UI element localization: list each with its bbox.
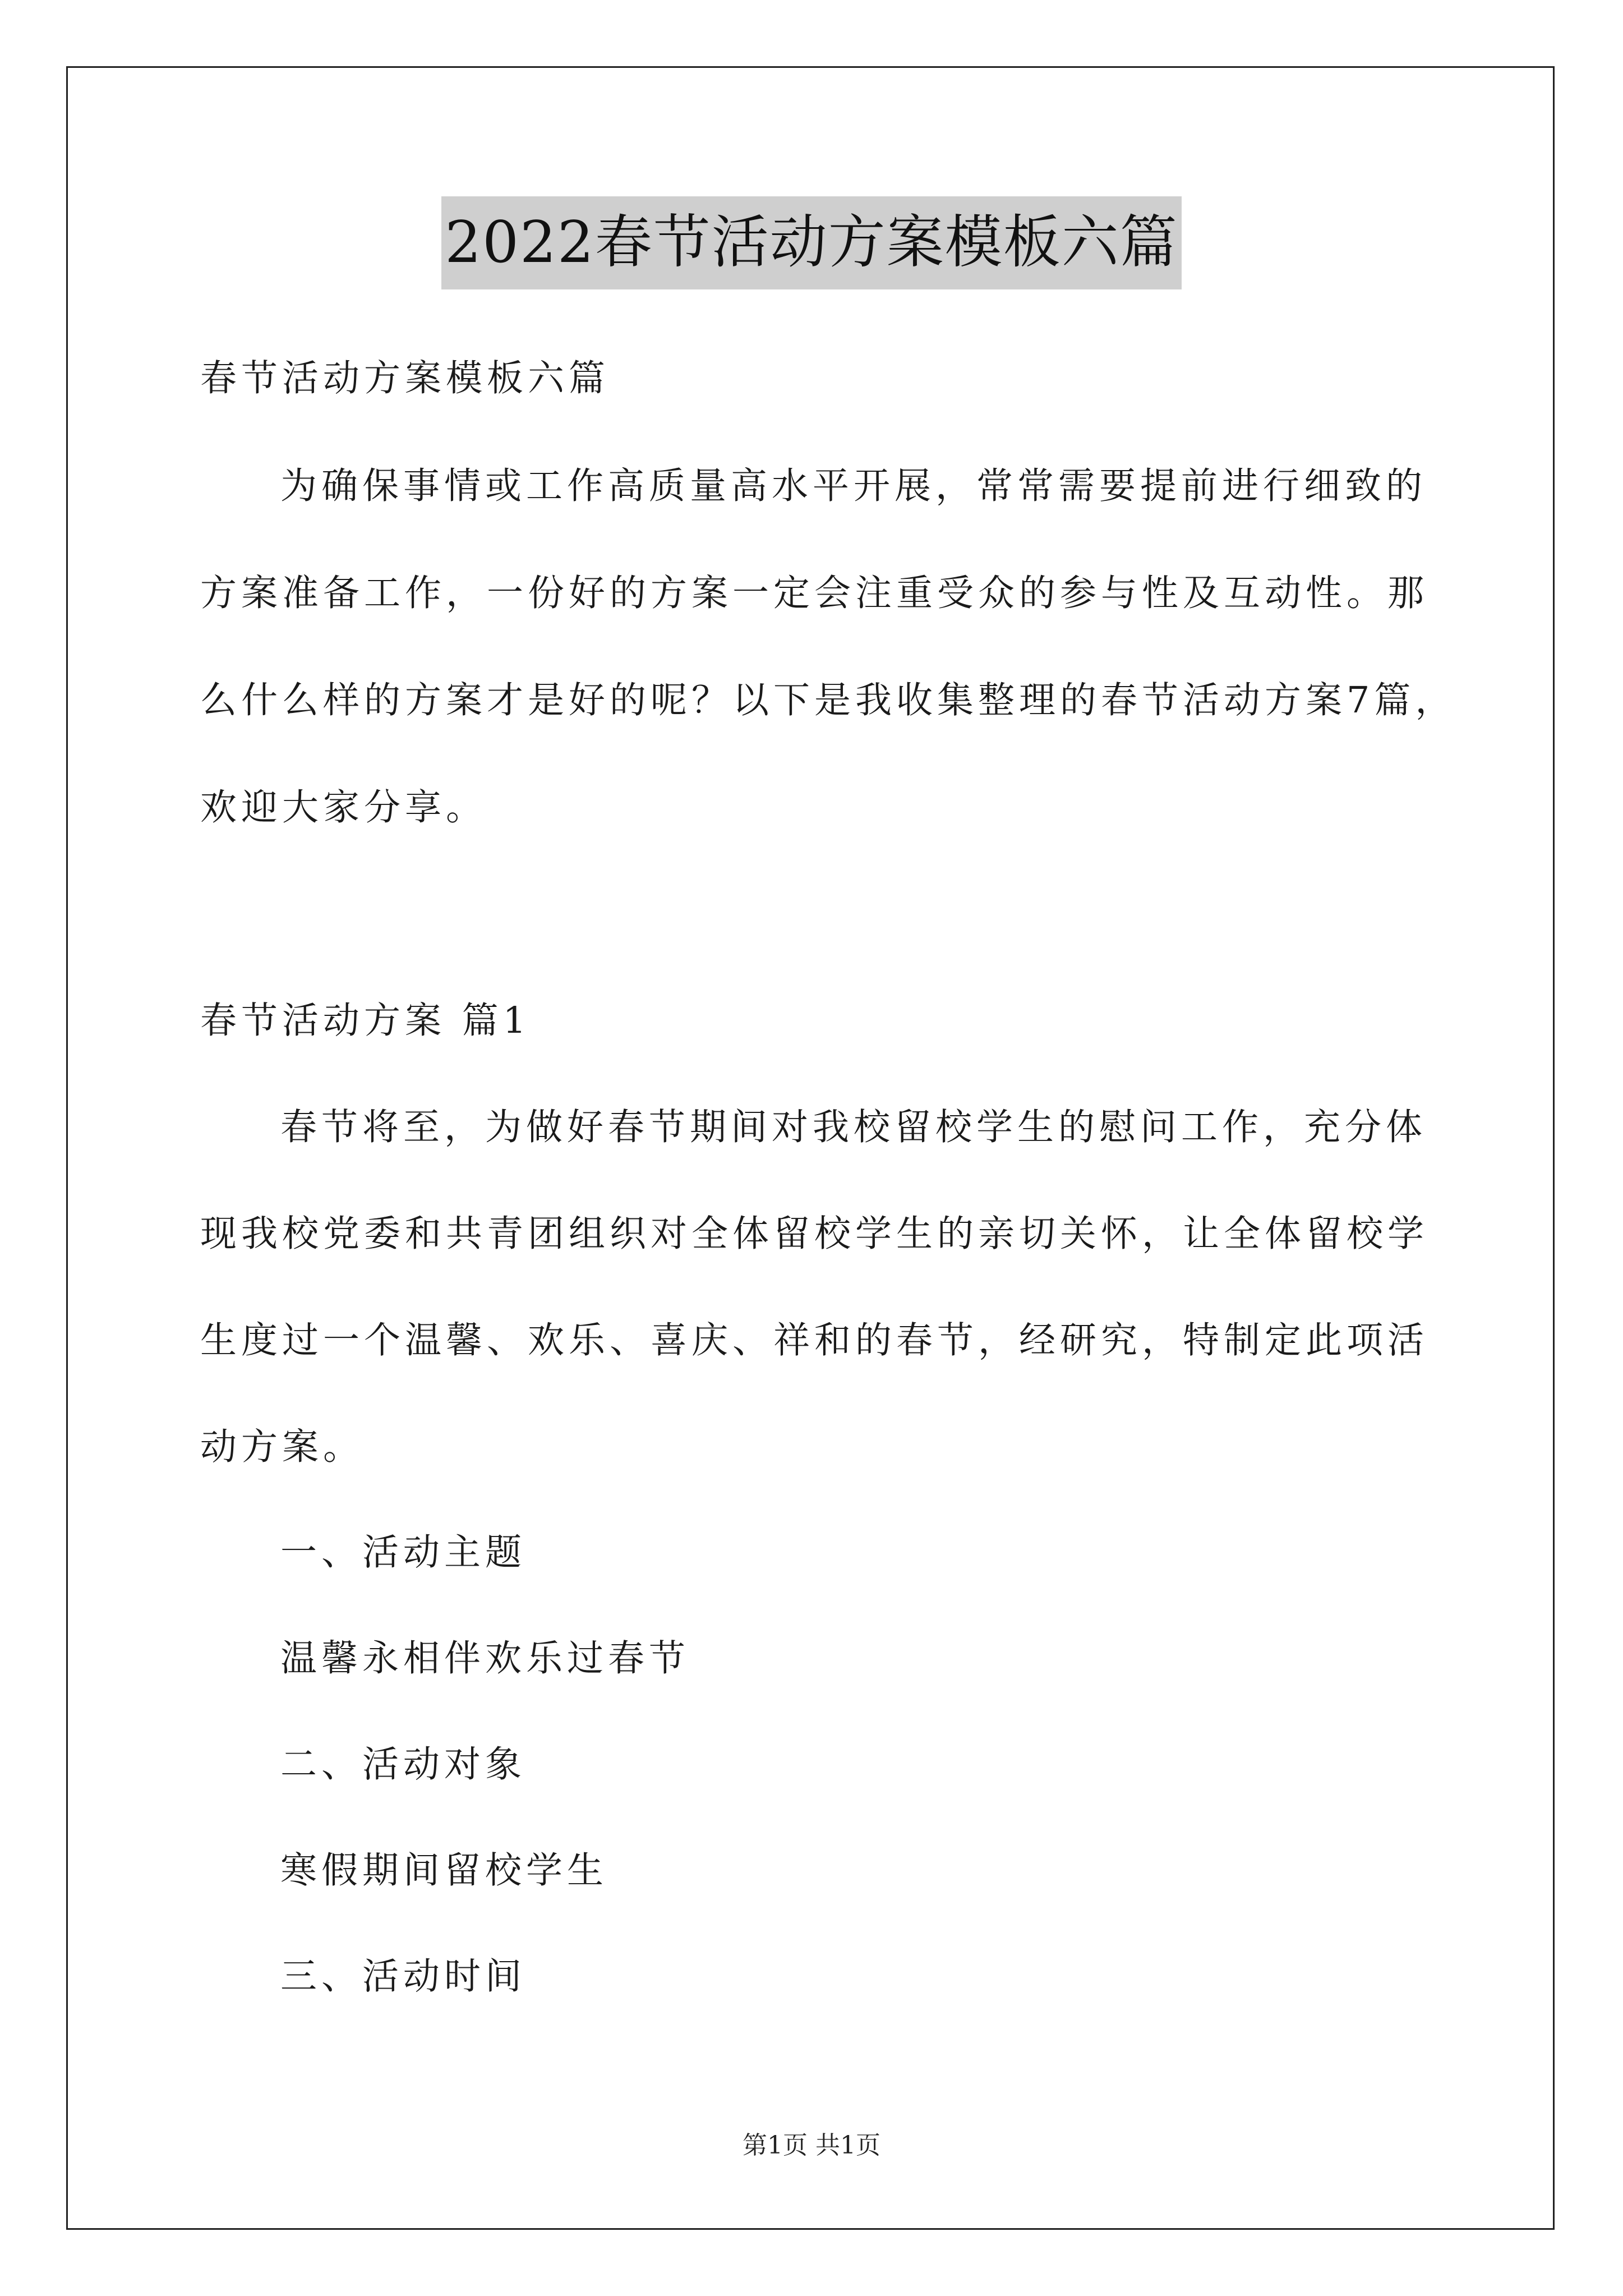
section-heading: 春节活动方案 篇1 xyxy=(200,1000,531,1042)
intro-line: 欢迎大家分享。 xyxy=(200,786,487,829)
list-item: 二、活动对象 xyxy=(280,1743,527,1786)
document-title: 2022春节活动方案模板六篇 xyxy=(441,196,1182,289)
section-body-line: 现我校党委和共青团组织对全体留校学生的亲切关怀，让全体留校学 xyxy=(200,1213,1429,1255)
list-item: 寒假期间留校学生 xyxy=(280,1849,608,1892)
section-body-line: 生度过一个温馨、欢乐、喜庆、祥和的春节，经研究，特制定此项活 xyxy=(200,1319,1429,1361)
intro-line: 方案准备工作，一份好的方案一定会注重受众的参与性及互动性。那 xyxy=(200,572,1429,614)
section-body-line: 动方案。 xyxy=(200,1426,365,1468)
list-item: 温馨永相伴欢乐过春节 xyxy=(280,1637,690,1680)
list-item: 一、活动主题 xyxy=(280,1531,527,1573)
page-number: 第1页 共1页 xyxy=(743,2131,880,2160)
intro-line: 为确保事情或工作高质量高水平开展，常常需要提前进行细致的 xyxy=(280,465,1427,507)
document-heading: 春节活动方案模板六篇 xyxy=(200,357,610,399)
title-container xyxy=(0,196,1623,289)
intro-line: 么什么样的方案才是好的呢？以下是我收集整理的春节活动方案7篇， xyxy=(200,679,1456,721)
section-body-line: 春节将至，为做好春节期间对我校留校学生的慰问工作，充分体 xyxy=(280,1106,1427,1148)
list-item: 三、活动时间 xyxy=(280,1955,527,1998)
